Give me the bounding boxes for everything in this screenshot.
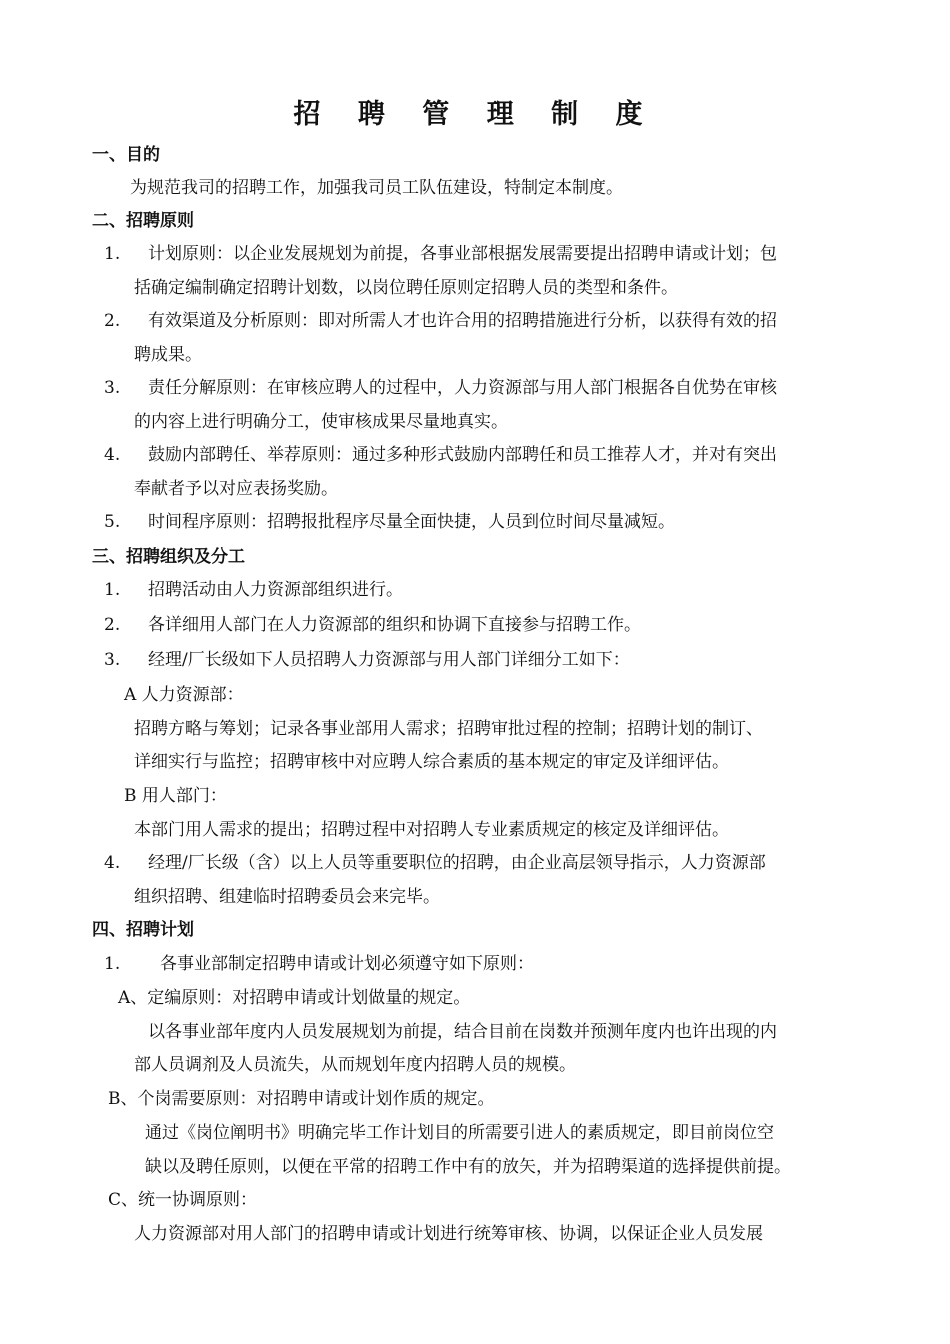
list-item xyxy=(104,377,777,399)
section-heading-principles: 二、招聘原则 xyxy=(92,211,194,231)
list-number: 1. xyxy=(104,580,121,600)
list-text: 各事业部制定招聘申请或计划必须遵守如下原则： xyxy=(160,954,534,974)
list-number: 4. xyxy=(104,853,121,873)
list-item xyxy=(104,511,675,533)
paragraph: 招聘方略与筹划；记录各事业部用人需求；招聘审批过程的控制；招聘计划的制订、 xyxy=(134,719,763,739)
list-item xyxy=(104,614,641,636)
list-text-continued: 组织招聘、组建临时招聘委员会来完毕。 xyxy=(134,887,440,907)
list-text: 招聘活动由人力资源部组织进行。 xyxy=(148,580,403,600)
list-item xyxy=(104,953,534,975)
list-number: 2. xyxy=(104,615,121,635)
subsection-label-hr: A 人力资源部： xyxy=(124,685,244,705)
list-text: 有效渠道及分析原则：即对所需人才也许合用的招聘措施进行分析，以获得有效的招 xyxy=(148,311,777,331)
paragraph: 部人员调剂及人员流失，从而规划年度内招聘人员的规模。 xyxy=(134,1055,576,1075)
list-text: 时间程序原则：招聘报批程序尽量全面快捷，人员到位时间尽量减短。 xyxy=(148,512,675,532)
paragraph: 缺以及聘任原则，以便在平常的招聘工作中有的放矢，并为招聘渠道的选择提供前提。 xyxy=(145,1157,791,1177)
list-text: 计划原则：以企业发展规划为前提，各事业部根据发展需要提出招聘申请或计划；包 xyxy=(148,244,777,264)
list-number: 3. xyxy=(104,378,121,398)
section-heading-organization: 三、招聘组织及分工 xyxy=(92,547,245,567)
list-number: 4. xyxy=(104,445,121,465)
subsection-label-coordination: C、统一协调原则： xyxy=(108,1190,258,1210)
list-number: 1. xyxy=(104,244,121,264)
list-item xyxy=(104,243,777,265)
list-number: 3. xyxy=(104,650,121,670)
paragraph: 人力资源部对用人部门的招聘申请或计划进行统筹审核、协调，以保证企业人员发展 xyxy=(134,1224,763,1244)
list-text: 责任分解原则：在审核应聘人的过程中，人力资源部与用人部门根据各自优势在审核 xyxy=(148,378,777,398)
section-heading-plan: 四、招聘计划 xyxy=(92,920,194,940)
list-text: 各详细用人部门在人力资源部的组织和协调下直接参与招聘工作。 xyxy=(148,615,641,635)
list-number: 2. xyxy=(104,311,121,331)
section-heading-purpose: 一、目的 xyxy=(92,145,160,165)
paragraph: 通过《岗位阐明书》明确完毕工作计划目的所需要引进人的素质规定，即目前岗位空 xyxy=(145,1123,774,1143)
list-text: 经理/厂长级（含）以上人员等重要职位的招聘，由企业高层领导指示，人力资源部 xyxy=(148,853,766,873)
list-text-continued: 聘成果。 xyxy=(134,345,202,365)
list-item xyxy=(104,852,766,874)
list-text-continued: 的内容上进行明确分工，使审核成果尽量地真实。 xyxy=(134,412,508,432)
paragraph: 为规范我司的招聘工作，加强我司员工队伍建设，特制定本制度。 xyxy=(130,178,623,198)
paragraph: 详细实行与监控；招聘审核中对应聘人综合素质的基本规定的审定及详细评估。 xyxy=(134,752,729,772)
list-text: 鼓励内部聘任、举荐原则：通过多种形式鼓励内部聘任和员工推荐人才，并对有突出 xyxy=(148,445,777,465)
list-item xyxy=(104,310,777,332)
list-text-continued: 奉献者予以对应表扬奖励。 xyxy=(134,479,338,499)
list-text-continued: 括确定编制确定招聘计划数，以岗位聘任原则定招聘人员的类型和条件。 xyxy=(134,278,678,298)
list-item xyxy=(104,444,777,466)
subsection-label-need: B、个岗需要原则：对招聘申请或计划作质的规定。 xyxy=(108,1089,495,1109)
list-item xyxy=(104,579,403,601)
document-title: 招 聘 管 理 制 度 xyxy=(293,99,657,130)
paragraph: 以各事业部年度内人员发展规划为前提，结合目前在岗数并预测年度内也许出现的内 xyxy=(148,1022,777,1042)
paragraph: 本部门用人需求的提出；招聘过程中对招聘人专业素质规定的核定及详细评估。 xyxy=(134,820,729,840)
list-item xyxy=(104,649,630,671)
subsection-label-dept: B 用人部门： xyxy=(124,786,227,806)
subsection-label-quota: A、定编原则：对招聘申请或计划做量的规定。 xyxy=(118,988,471,1008)
list-text: 经理/厂长级如下人员招聘人力资源部与用人部门详细分工如下： xyxy=(148,650,630,670)
list-number: 5. xyxy=(104,512,121,532)
list-number: 1. xyxy=(104,954,121,974)
